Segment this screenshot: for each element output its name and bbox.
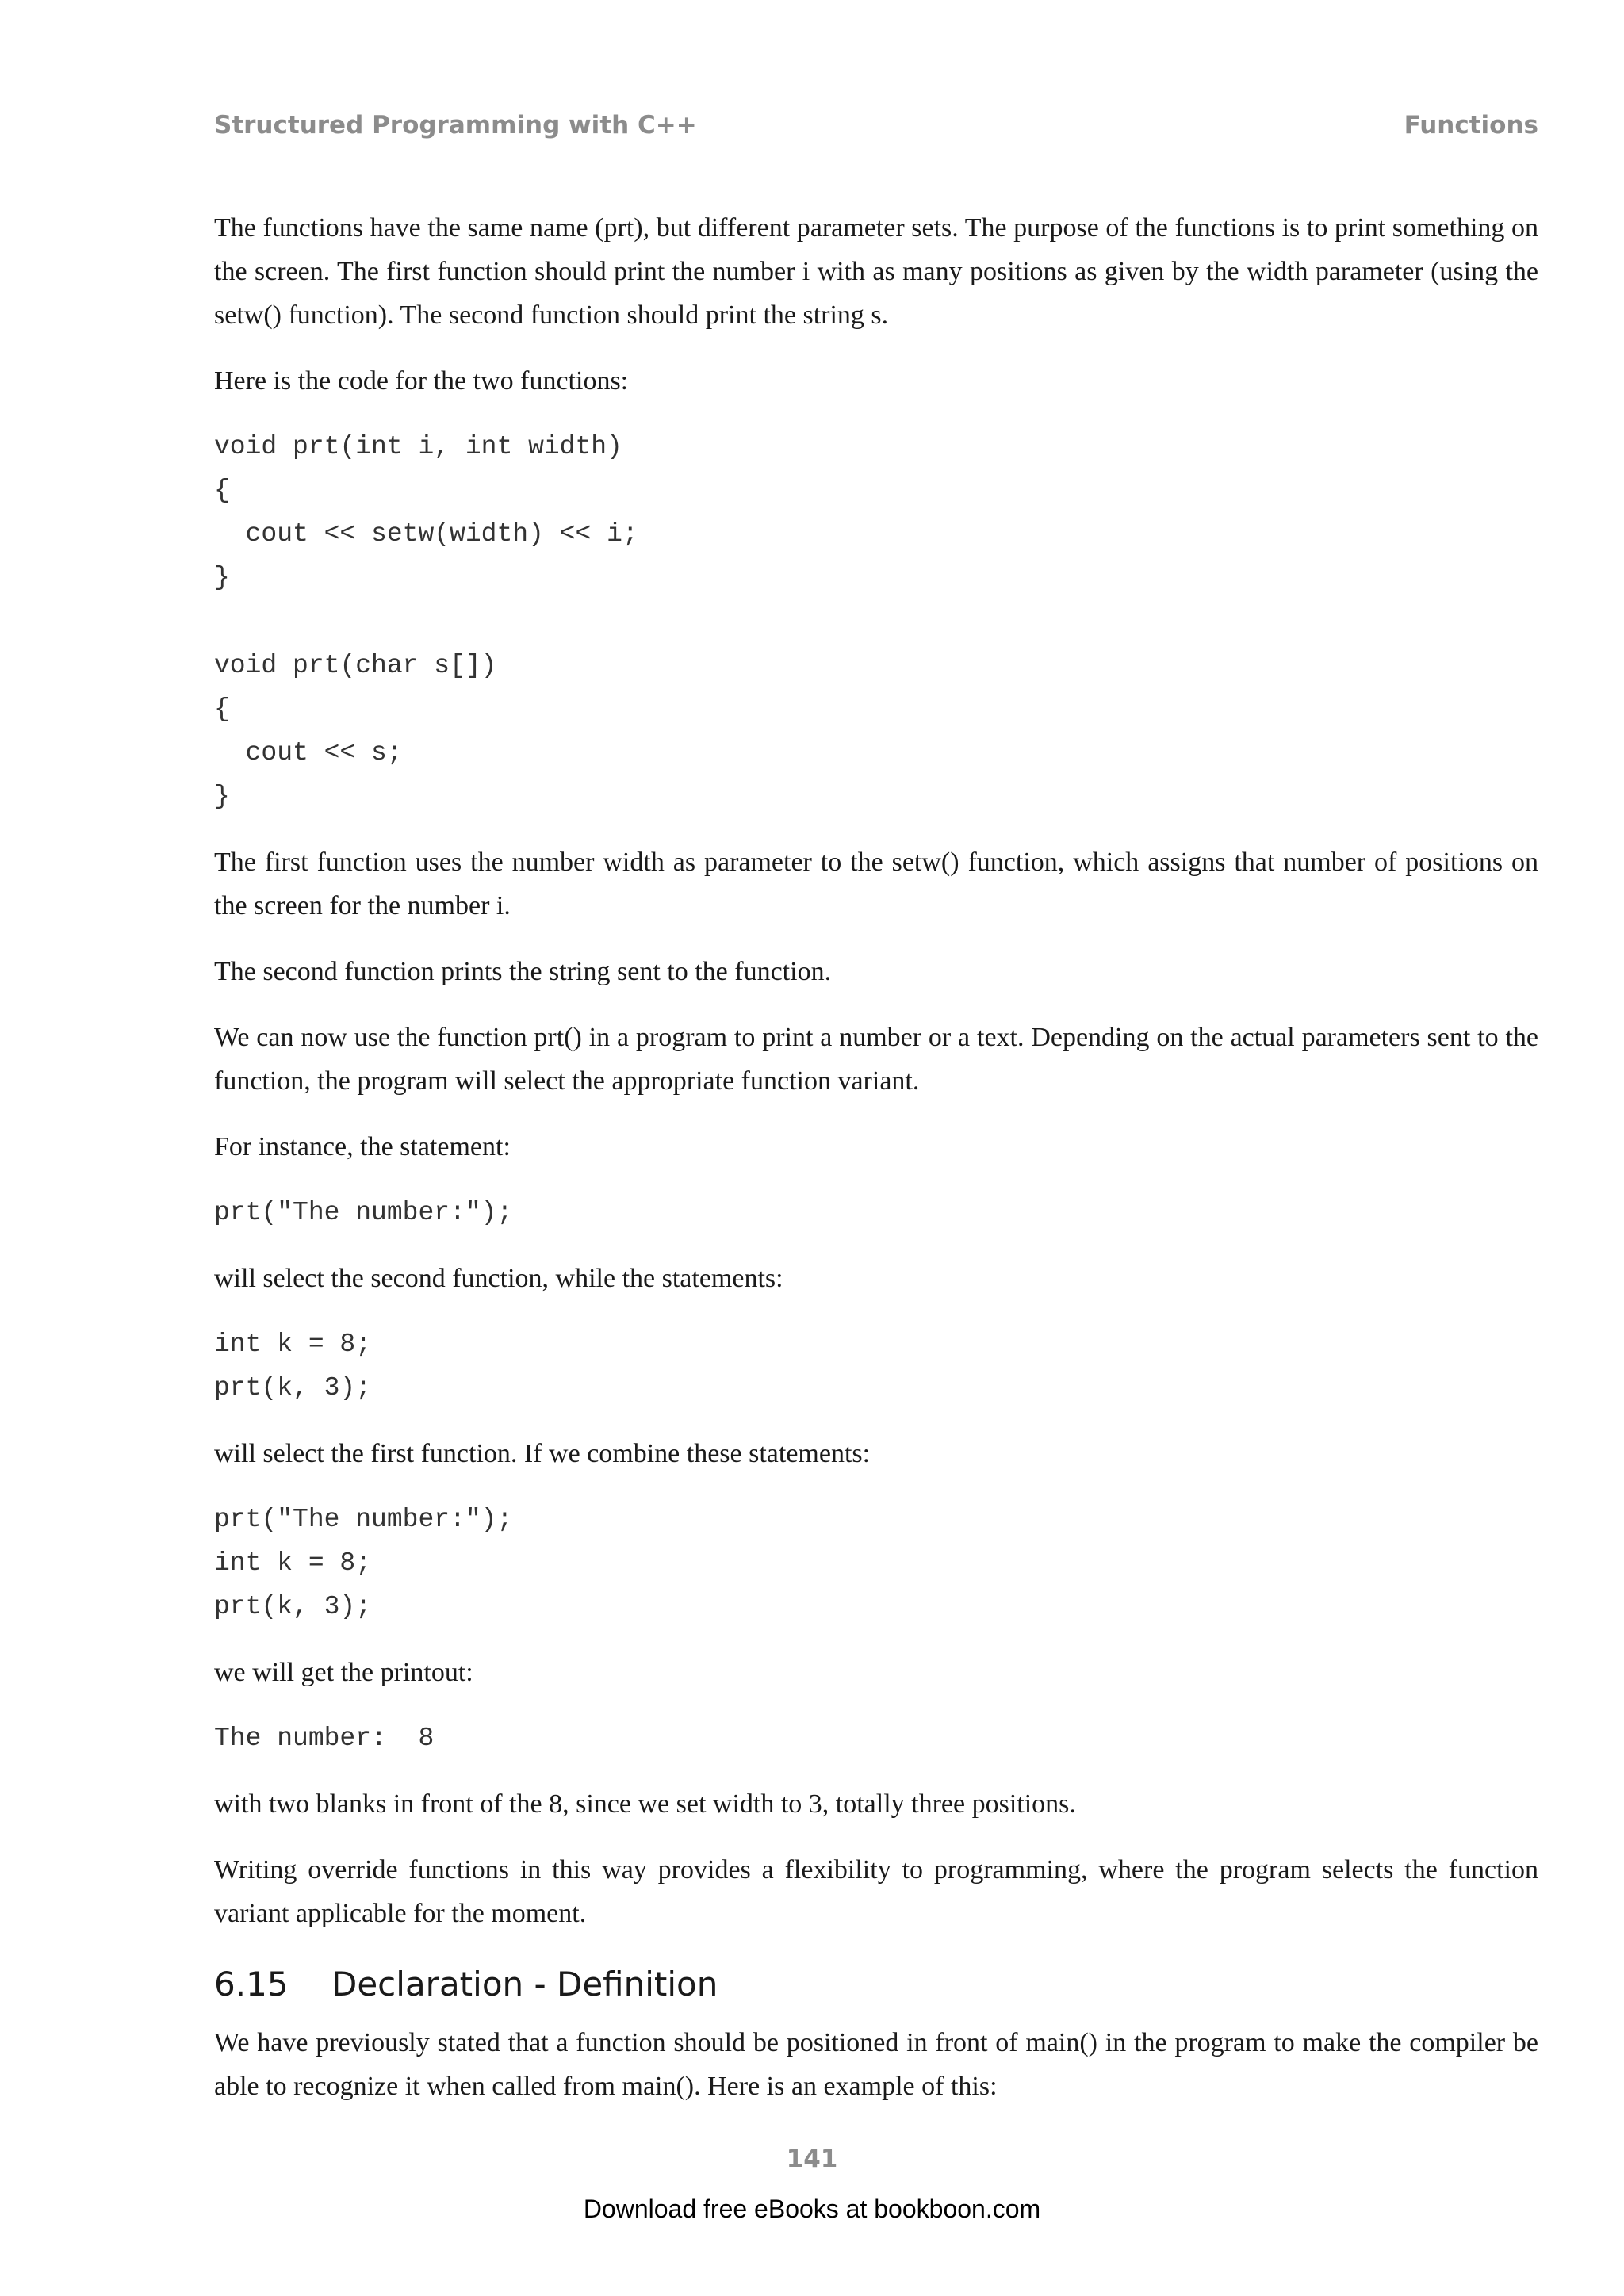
code-block-1 xyxy=(214,425,1538,818)
code-line: prt(k, 3); xyxy=(214,1592,372,1621)
paragraph-12: We have previously stated that a function should be positioned in front of main() in the program to make the compiler be able to recognize it when called from main(). Here is an example of this: xyxy=(214,2028,1538,2101)
code-blank-line xyxy=(214,599,1538,644)
code-line: The number: 8 xyxy=(214,1724,435,1753)
code-line: cout << setw(width) << i; xyxy=(214,519,638,549)
code-line: cout << s; xyxy=(214,738,403,767)
header-book-title: Structured Programming with C++ xyxy=(214,111,697,140)
code-line: { xyxy=(214,695,230,724)
code-line: prt("The number:"); xyxy=(214,1505,513,1534)
code-line: void prt(char s[]) xyxy=(214,651,497,680)
page-body xyxy=(214,206,1538,2130)
code-line: } xyxy=(214,782,230,811)
code-line: prt(k, 3); xyxy=(214,1373,372,1402)
header-chapter-title: Functions xyxy=(1404,111,1538,140)
footer-download-text: Download free eBooks at bookboon.com xyxy=(583,2195,1041,2223)
page-number: 141 xyxy=(786,2145,838,2173)
section-title: Declaration - Definition xyxy=(331,1965,718,2003)
section-heading xyxy=(214,1957,1538,2010)
paragraph-5: We can now use the function prt() in a program to print a number or a text. Depending on the actual parameters sent to the function, the program will select the appropriate function variant. xyxy=(214,1023,1538,1096)
code-line: } xyxy=(214,563,230,592)
code-block-output xyxy=(214,1716,1538,1760)
paragraph-10: with two blanks in front of the 8, since we set width to 3, totally three positions. xyxy=(214,1789,1076,1819)
code-block-3 xyxy=(214,1191,1538,1234)
code-line: { xyxy=(214,476,230,505)
paragraph-6: For instance, the statement: xyxy=(214,1132,511,1161)
paragraph-3: The first function uses the number width as parameter to the setw() function, which assigns that number of positions on the screen for the number i. xyxy=(214,848,1538,920)
code-line: int k = 8; xyxy=(214,1330,372,1359)
paragraph-4: The second function prints the string sent to the function. xyxy=(214,957,832,986)
paragraph-8: will select the first function. If we combine these statements: xyxy=(214,1439,871,1468)
code-block-5 xyxy=(214,1498,1538,1628)
code-line: prt("The number:"); xyxy=(214,1198,513,1227)
running-header xyxy=(214,111,1538,140)
code-line: void prt(int i, int width) xyxy=(214,432,622,461)
paragraph-9: we will get the printout: xyxy=(214,1658,473,1687)
section-number: 6.15 xyxy=(214,1965,289,2003)
code-block-4 xyxy=(214,1322,1538,1410)
paragraph-1: The functions have the same name (prt), but different parameter sets. The purpose of the functions is to print something on the screen. The first function should print the number i with as many positions as given by the width parameter (using the setw() function). The second function should print the string s. xyxy=(214,213,1538,330)
paragraph-7: will select the second function, while the statements: xyxy=(214,1264,783,1293)
paragraph-2: Here is the code for the two functions: xyxy=(214,366,629,396)
code-line: int k = 8; xyxy=(214,1548,372,1578)
paragraph-11: Writing override functions in this way provides a flexibility to programming, where the program selects the function variant applicable for the moment. xyxy=(214,1855,1538,1928)
